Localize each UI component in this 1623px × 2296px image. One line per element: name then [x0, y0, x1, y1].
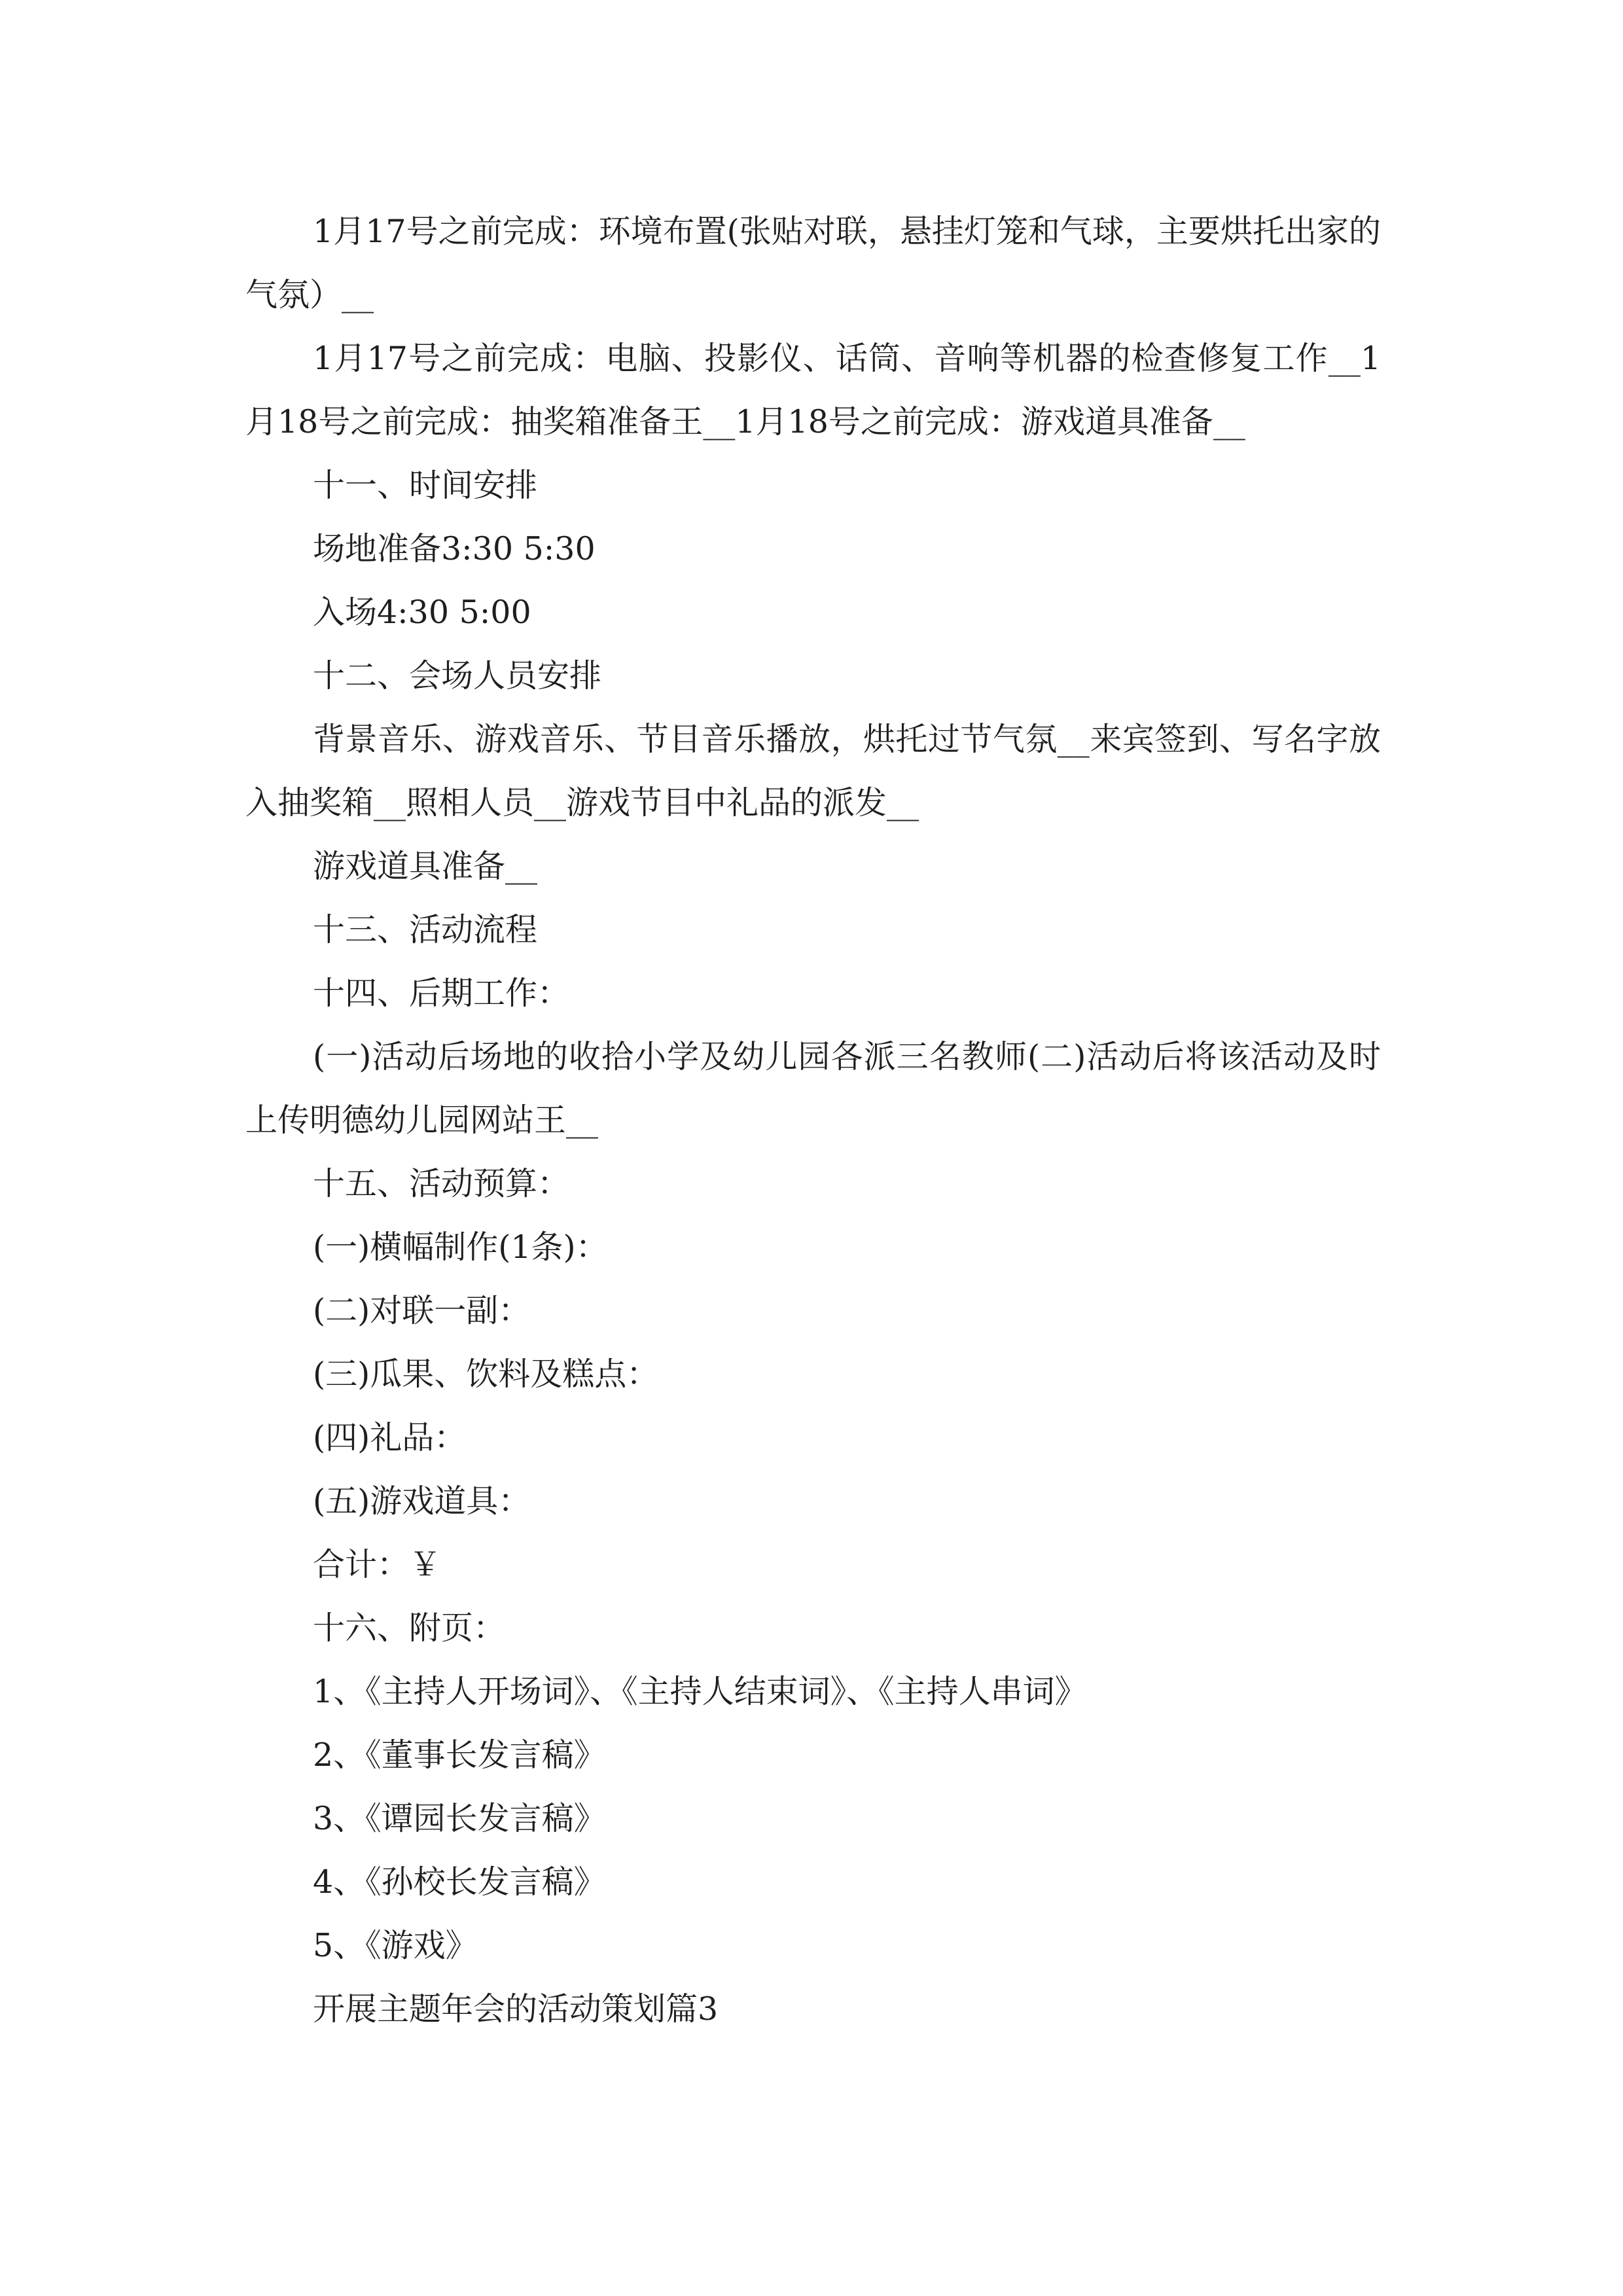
- appendix-item-principal-sun-speech: 4、《孙校长发言稿》: [313, 1863, 606, 1901]
- paragraph-game-props: 游戏道具准备__: [313, 848, 538, 885]
- appendix-item-host-scripts: 1、《主持人开场词》、《主持人结束词》、《主持人串词》: [313, 1673, 1087, 1710]
- heading-schedule: 十一、时间安排: [313, 467, 538, 504]
- heading-activity-flow: 十三、活动流程: [313, 911, 538, 948]
- budget-item-game-props: (五)游戏道具：: [313, 1482, 531, 1520]
- paragraph-environment-setup: 1月17号之前完成：环境布置(张贴对联，悬挂灯笼和气球，主要烘托出家的气氛）__: [245, 213, 1381, 314]
- document-body: [245, 200, 1381, 2041]
- budget-item-refreshments: (三)瓜果、饮料及糕点：: [313, 1355, 659, 1393]
- appendix-item-games: 5、《游戏》: [313, 1927, 478, 1964]
- paragraph-follow-up-tasks: (一)活动后场地的收拾小学及幼儿园各派三名教师(二)活动后将该活动及时上传明德幼儿园网站王__: [245, 1038, 1381, 1139]
- heading-appendix: 十六、附页：: [313, 1609, 506, 1647]
- paragraph-venue-prep-time: 场地准备3:30 5:30: [313, 530, 596, 567]
- appendix-item-chairman-speech: 2、《董事长发言稿》: [313, 1736, 606, 1774]
- heading-budget: 十五、活动预算：: [313, 1165, 570, 1202]
- heading-follow-up: 十四、后期工作：: [313, 975, 570, 1012]
- paragraph-equipment-check: 1月17号之前完成：电脑、投影仪、话筒、音响等机器的检查修复工作__1月18号之前完成：抽奖箱准备王__1月18号之前完成：游戏道具准备__: [245, 340, 1381, 440]
- paragraph-entry-time: 入场4:30 5:00: [313, 594, 531, 631]
- budget-total: 合计：￥: [313, 1546, 442, 1583]
- budget-item-banner: (一)横幅制作(1条)：: [313, 1229, 608, 1266]
- budget-item-couplets: (二)对联一副：: [313, 1292, 531, 1329]
- heading-staff-arrangement: 十二、会场人员安排: [313, 657, 602, 694]
- section-title-plan-3: 开展主题年会的活动策划篇3: [313, 1990, 719, 2028]
- budget-item-gifts: (四)礼品：: [313, 1419, 467, 1456]
- appendix-item-principal-tan-speech: 3、《谭园长发言稿》: [313, 1800, 606, 1837]
- paragraph-staff-duties: 背景音乐、游戏音乐、节目音乐播放，烘托过节气氛__来宾签到、写名字放入抽奖箱__照相人员__游戏节目中礼品的派发__: [245, 721, 1381, 821]
